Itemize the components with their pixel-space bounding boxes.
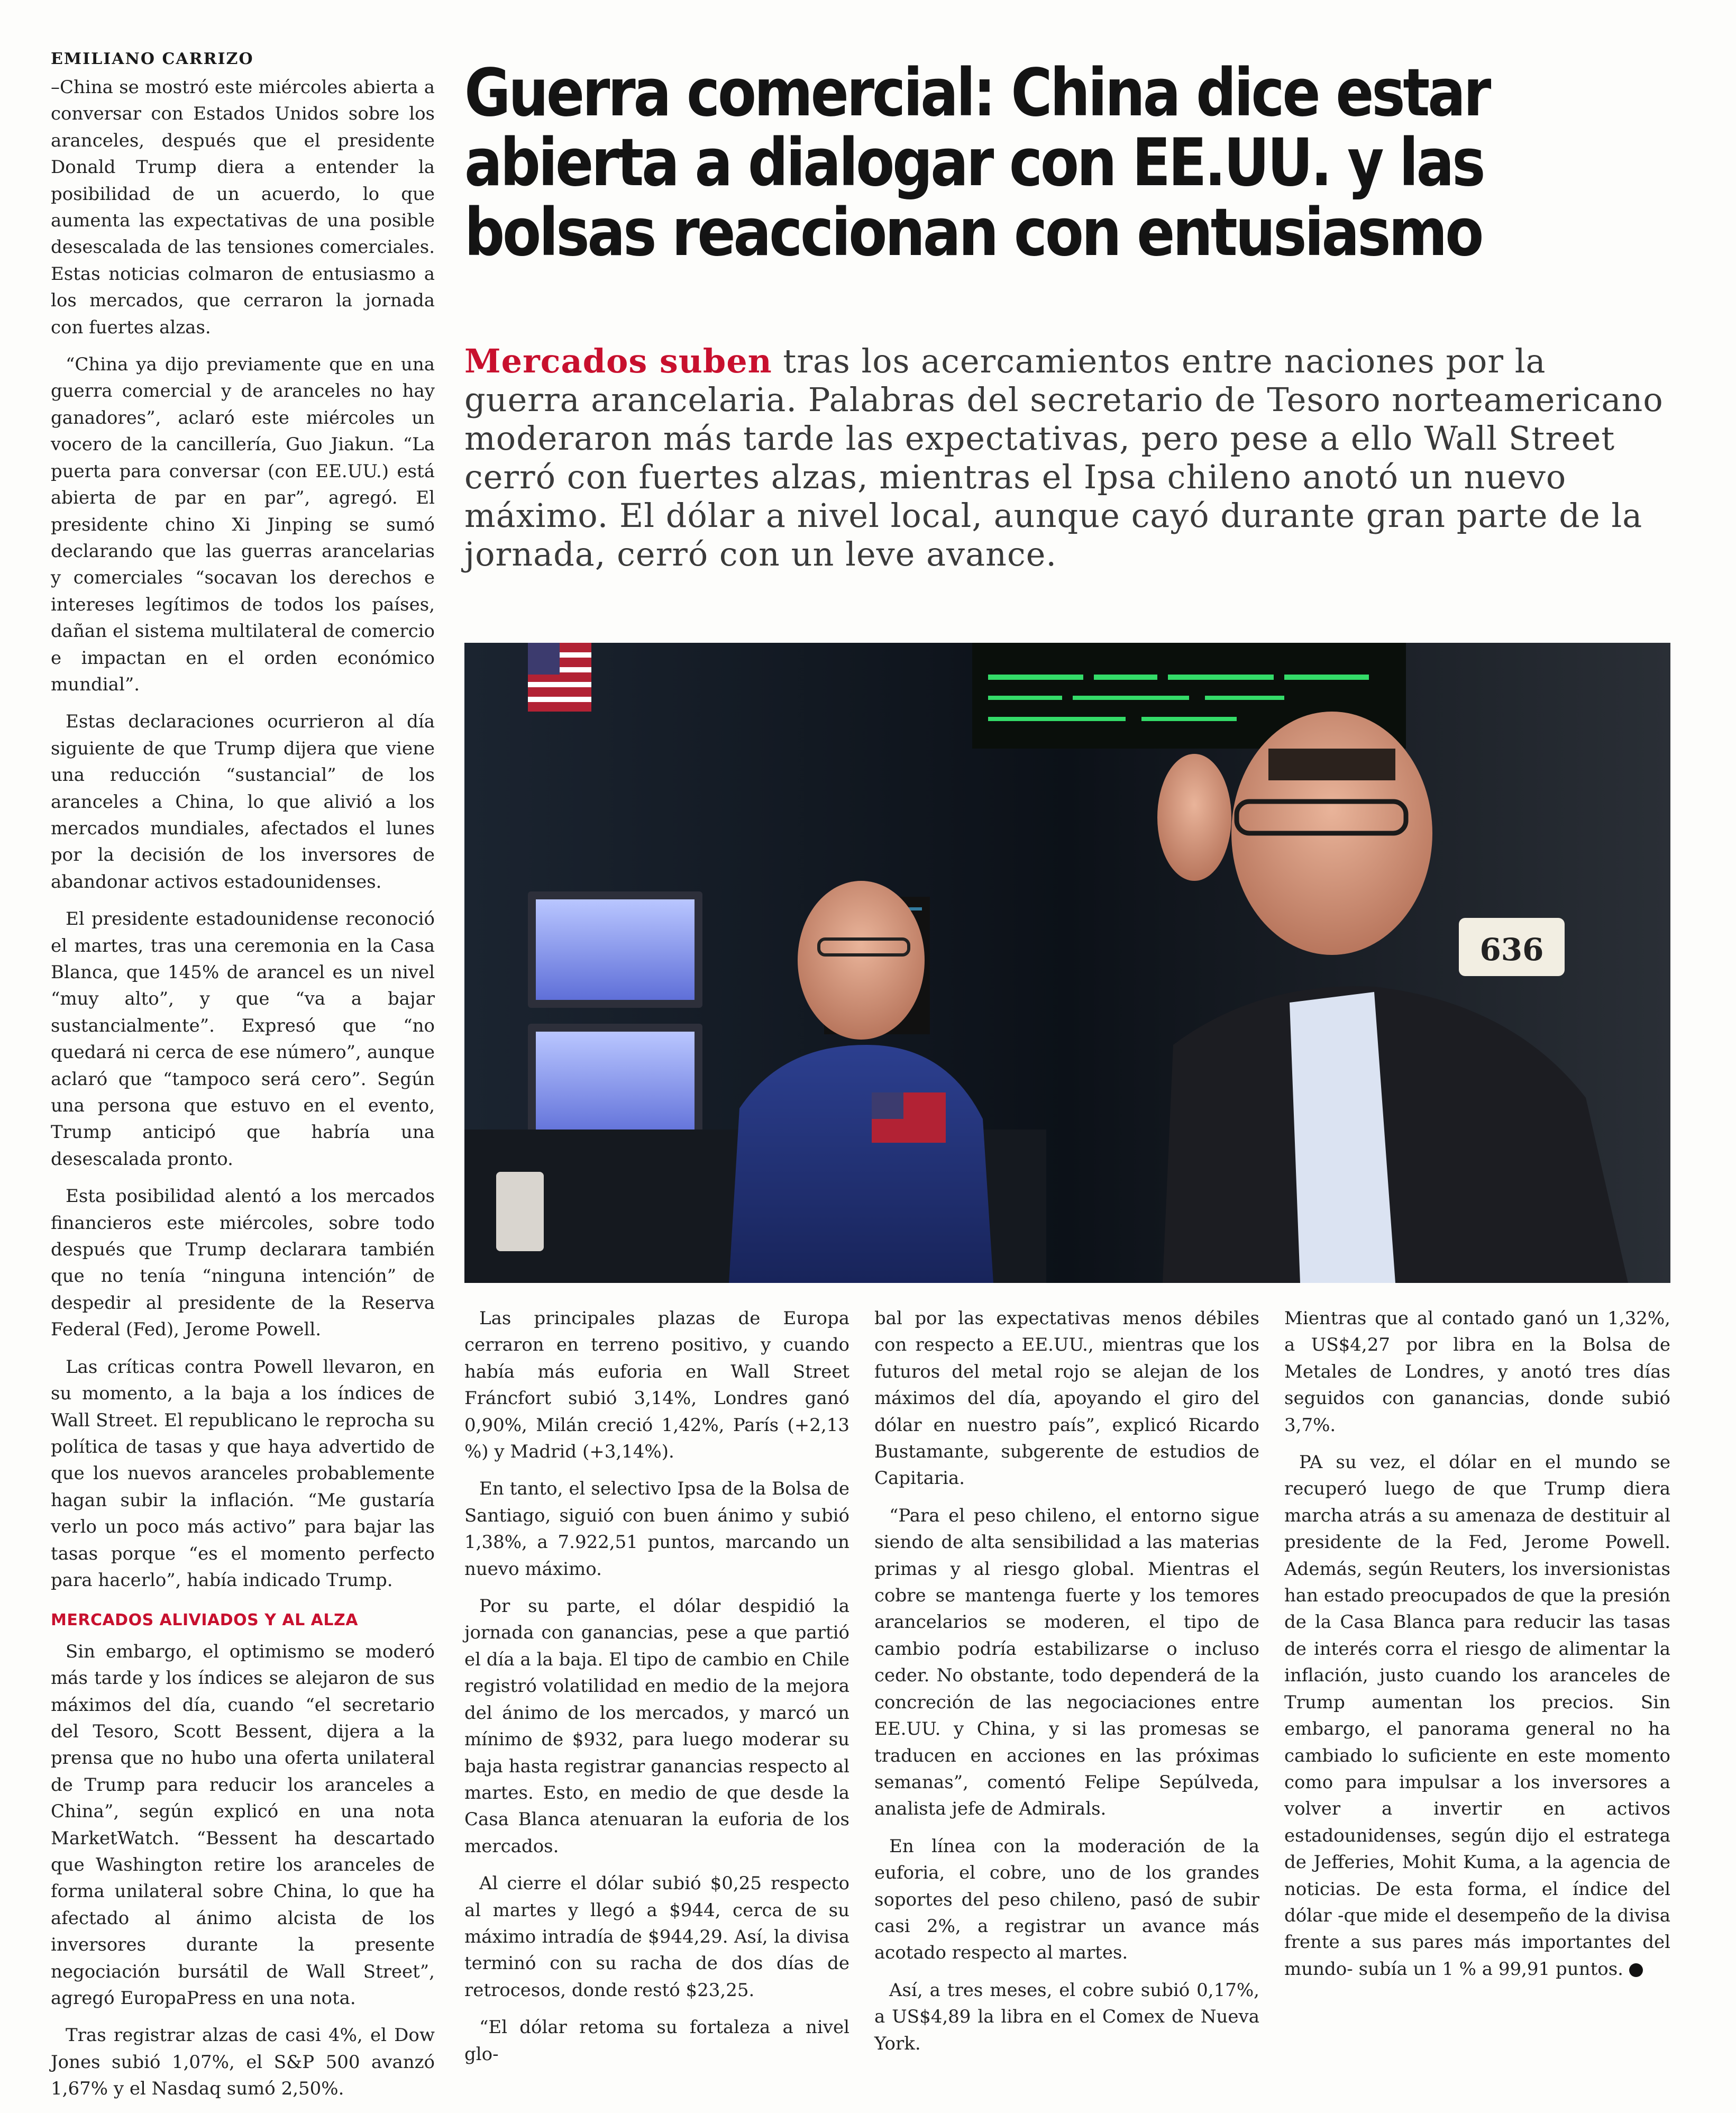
article-paragraph: Esta posibilidad alentó a los mercados financieros este miércoles, sobre todo después que Trump declarara también que no tenía “ninguna intención” de despedir al presidente de la Reserva Federal (Fed), Jerome Powell. [51,1186,435,1341]
section-subhead: MERCADOS ALIVIADOS Y AL ALZA [51,1611,358,1630]
article-column-3 [874,1305,1259,2068]
article-paragraph: Así, a tres meses, el cobre subió 0,17%, a US$4,89 la libra en el Comex de Nueva York. [874,1979,1259,2054]
article-paragraph: Por su parte, el dólar despidió la jornada con ganancias, pese a que partió el día a la baja. El tipo de cambio en Chile registró volatilidad en medio de la mejora del ánimo de los mercados, y marcó un mínimo de $932, para luego moderar su baja hasta registrar ganancias respecto al martes. Esto, en medio de que desde la Casa Blanca atenuaran la euforia de los mercados. [464,1596,849,1857]
article-paragraph: Las críticas contra Powell llevaron, en su momento, a la baja a los índices de Wall Street. El republicano le reprocha su política de tasas y que haya advertido de que los nuevos aranceles probablemente hagan subir la inflación. “Me gustaría verlo un poco más activo” para bajar las tasas porque “es el momento perfecto para hacerlo”, había indicado Trump. [51,1356,435,1591]
article-paragraph: En tanto, el selectivo Ipsa de la Bolsa de Santiago, siguió con buen ánimo y subió 1,38%, a 7.922,51 puntos, marcando un nuevo máximo. [464,1478,849,1580]
article-column-2 [464,1305,849,2078]
article-paragraph [1284,1449,1670,1982]
article-paragraph: “El dólar retoma su fortaleza a nivel glo- [464,2017,849,2065]
headline-line: abierta a dialogar con EE.UU. y las [464,125,1484,201]
article-paragraph: Mientras que al contado ganó un 1,32%, a US$4,27 por libra en la Bolsa de Metales de Londres, y anotó tres días seguidos con ganancias, donde subió 3,7%. [1284,1308,1670,1436]
article-paragraph: Sin embargo, el optimismo se moderó más tarde y los índices se alejaron de sus máximos del día, cuando “el secretario del Tesoro, Scott Bessent, dijera a la prensa que no hubo una oferta unilateral de Trump para reducir los aranceles a China”, según explicó en una nota MarketWatch. “Bessent ha descartado que Washington retire los aranceles de forma unilateral sobre China, lo que ha afectado al ánimo alcista de los inversores durante la presente negociación bursátil de Wall Street”, agregó EuropaPress en una nota. [51,1641,435,2009]
deck-text: tras los acercamientos entre naciones por la guerra arancelaria. Palabras del secretario de Tesoro norteamericano moderaron más tarde las expectativas, pero pese a ello Wall Street cerró con fuertes alzas, mientras el Ipsa chileno anotó un nuevo máximo. El dólar a nivel local, aunque cayó durante gran parte de la jornada, cerró con un leve avance. [464,342,1664,573]
article-paragraph: “China ya dijo previamente que en una guerra comercial y de aranceles no hay ganadores”, aclaró este miércoles un vocero de la cancillería, Guo Jiakun. “La puerta para conversar (con EE.UU.) está abierta de par en par”, agregó. El presidente chino Xi Jinping se sumó declarando que las guerras arancelarias y comerciales “socavan los derechos e intereses legítimos de todos los países, dañan el sistema multilateral de comercio e impactan en el orden económico mundial”. [51,354,435,695]
article-column-4 [1284,1305,1670,1993]
article-paragraph: “Para el peso chileno, el entorno sigue siendo de alta sensibilidad a las materias primas y al riesgo global. Mientras el cobre se mantenga fuerte y los temores arancelarios se moderen, el tipo de cambio podría estabilizarse o incluso ceder. No obstante, todo dependerá de la concreción de las negociaciones entre EE.UU. y China, y si las promesas se traducen en acciones en las próximas semanas”, comentó Felipe Sepúlveda, analista jefe de Admirals. [874,1505,1259,1820]
badge-number: 636 [1479,932,1544,968]
flag-icon [528,643,591,712]
deck-kicker: Mercados suben [464,342,772,380]
article-paragraph: –China se mostró este miércoles abierta a conversar con Estados Unidos sobre los aranceles, después que el presidente Donald Trump diera a entender la posibilidad de un acuerdo, lo que aumenta las expectativas de una posible desescalada de las tensiones comerciales. Estas noticias colmaron de entusiasmo a los mercados, que cerraron la jornada con fuertes alzas. [51,77,435,338]
deck [464,342,1670,573]
byline: EMILIANO CARRIZO [51,50,254,68]
article-paragraph: Las principales plazas de Europa cerraron en terreno positivo, y cuando había más euforia en Wall Street Fráncfort subió 3,14%, Londres ganó 0,90%, Milán creció 1,42%, París (+2,13 %) y Madrid (+3,14%). [464,1308,849,1463]
news-photo [464,643,1670,1283]
end-mark-icon: P [1629,1963,1643,1977]
article-paragraph: Al cierre el dólar subió $0,25 respecto al martes y llegó a $944, cerca de su máximo intradía de $944,29. Así, la divisa terminó con su racha de dos días de retrocesos, donde restó $23,25. [464,1873,849,2001]
article-paragraph: El presidente estadounidense reconoció el martes, tras una ceremonia en la Casa Blanca, que 145% de arancel es un nivel “muy alto”, y que “va a bajar sustancialmente”. Expresó que “no quedará ni cerca de ese número”, aunque aclaró que “tampoco será cero”. Según una persona que estuvo en el evento, Trump anticipó que habría una desescalada pronto. [51,908,435,1170]
headline-line: Guerra comercial: China dice estar [464,55,1490,131]
article-column-1 [51,74,435,2113]
article-paragraph: En línea con la moderación de la euforia, el cobre, uno de los grandes soportes del peso chileno, pasó de subir casi 2%, a registrar un avance más acotado respecto al martes. [874,1835,1259,1964]
article-paragraph: Tras registrar alzas de casi 4%, el Dow Jones subió 1,07%, el S&P 500 avanzó 1,67% y el Nasdaq sumó 2,50%. [51,2025,435,2100]
headline [464,55,1524,271]
article-paragraph-text: PA su vez, el dólar en el mundo se recuperó luego de que Trump diera marcha atrás a su amenaza de destituir al presidente de la Fed, Jerome Powell. Además, según Reuters, los inversionistas han estado preocupados de que la presión de la Casa Blanca para reducir las tasas de interés corra el riesgo de alimentar la inflación, justo cuando los aranceles de Trump aumentan los precios. Sin embargo, el panorama general no ha cambiado lo suficiente en este momento como para impulsar a los inversores a volver a invertir en activos estadounidenses, según dijo el estratega de Jefferies, Mohit Kuma, a la agencia de noticias. De esta forma, el índice del dólar -que mide el desempeño de la divisa frente a sus pares más importantes del mundo- subía un 1 % a 99,91 puntos. [1284,1452,1670,1980]
article-paragraph: Estas declaraciones ocurrieron al día siguiente de que Trump dijera que viene una reducción “sustancial” de los aranceles a China, lo que alivió a los mercados mundiales, afectados el lunes por la decisión de los inversores de abandonar activos estadounidenses. [51,711,435,892]
headline-line: bolsas reaccionan con entusiasmo [464,195,1482,271]
article-paragraph: bal por las expectativas menos débiles con respecto a EE.UU., mientras que los futuros del metal rojo se alejan de los máximos del día, apoyando el giro del dólar en nuestro país”, explicó Ricardo Bustamante, subgerente de estudios de Capitaria. [874,1308,1259,1489]
